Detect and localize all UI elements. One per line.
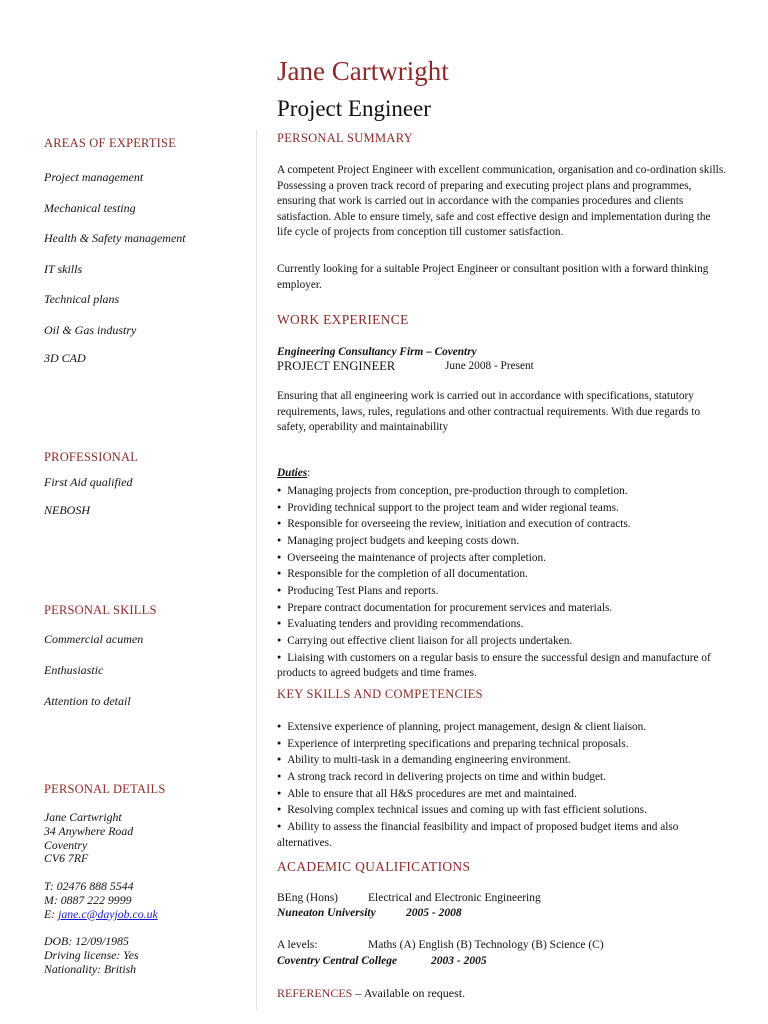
duty-item: ● Managing project budgets and keeping costs down. [277, 533, 727, 550]
qual-years: 2003 - 2005 [431, 955, 487, 967]
professional-item: NEBOSH [44, 503, 90, 517]
expertise-item: Project management [44, 170, 144, 184]
qual-level: BEng (Hons) [277, 892, 339, 904]
references-heading: REFERENCES [277, 986, 353, 1000]
expertise-item: Mechanical testing [44, 201, 136, 215]
key-skill-item: ● Ability to multi-task in a demanding engineering environment. [277, 752, 727, 769]
key-skill-item: ● Experience of interpreting specifications and preparing technical proposals. [277, 736, 727, 753]
contact-details [44, 880, 158, 921]
email-link[interactable]: jane.c@dayjob.co.uk [58, 906, 158, 921]
duties-list [277, 483, 727, 682]
detail-licence: Driving license: Yes [44, 947, 139, 962]
details-heading: PERSONAL DETAILS [44, 782, 166, 796]
key-skills-heading: KEY SKILLS AND COMPETENCIES [277, 687, 483, 701]
qual-institution: Coventry Central College [277, 955, 398, 967]
duty-item: ● Evaluating tenders and providing recommendations. [277, 616, 727, 633]
detail-address: 34 Anywhere Road [44, 823, 134, 838]
professional-heading: PROFESSIONAL [44, 450, 139, 464]
academic-heading: ACADEMIC QUALIFICATIONS [277, 859, 471, 874]
skill-item: Attention to detail [44, 694, 131, 708]
candidate-name: Jane Cartwright [277, 56, 449, 86]
summary-paragraph-2: Currently looking for a suitable Project Engineer or consultant position with a forward thinking employer. [277, 263, 709, 291]
duty-item: ● Managing projects from conception, pre-production through to completion. [277, 483, 727, 500]
skill-item: Commercial acumen [44, 632, 144, 646]
job-title: PROJECT ENGINEER [277, 359, 396, 373]
key-skill-item: ● Ability to assess the financial feasibility and impact of proposed budget items and also alternatives. [277, 819, 727, 851]
expertise-item: Technical plans [44, 292, 120, 306]
key-skill-item: ● Able to ensure that all H&S procedures are met and maintained. [277, 786, 727, 803]
qual-subject: Maths (A) English (B) Technology (B) Science (C) [368, 939, 604, 951]
duty-item: ● Responsible for the completion of all documentation. [277, 566, 727, 583]
duty-item: ● Producing Test Plans and reports. [277, 583, 727, 600]
summary-heading: PERSONAL SUMMARY [277, 131, 413, 145]
key-skill-item: ● Extensive experience of planning, project management, design & client liaison. [277, 719, 727, 736]
duty-item: ● Carrying out effective client liaison for all projects undertaken. [277, 633, 727, 650]
duty-item: ● Providing technical support to the project team and wider regional teams. [277, 500, 727, 517]
duties-label: Duties [277, 467, 308, 479]
expertise-item: IT skills [44, 262, 83, 276]
summary-paragraph: A competent Project Engineer with excellent communication, organisation and co-ordination skills. Possessing a proven track record of preparing and executing project plans and programmes, ensuring that work is carried out in accordance with the companies procedures and clients satisfaction. Able to ensure timely, safe and cost effective design and implementation during the life cycle of projects from conception till customer satisfaction. [277, 164, 727, 239]
other-details [44, 935, 139, 976]
expertise-item: Oil & Gas industry [44, 323, 137, 337]
skill-item: Enthusiastic [44, 663, 104, 677]
expertise-heading: AREAS OF EXPERTISE [44, 136, 177, 150]
detail-dob: DOB: 12/09/1985 [44, 934, 129, 948]
job-role: Project Engineer [277, 96, 431, 121]
expertise-item: 3D CAD [44, 351, 86, 365]
key-skills-list [277, 719, 727, 851]
duty-item: ● Responsible for overseeing the review, initiation and execution of contracts. [277, 516, 727, 533]
job-dates: June 2008 - Present [445, 360, 534, 372]
duties-label-row: Duties: [277, 467, 311, 479]
detail-nationality: Nationality: British [44, 961, 137, 976]
qual-years: 2005 - 2008 [406, 907, 462, 919]
email-label: E: [44, 906, 59, 921]
key-skill-item: ● Resolving complex technical issues and coming up with fast efficient solutions. [277, 802, 727, 819]
references-row [277, 986, 465, 1001]
qual-level: A levels: [277, 939, 318, 951]
detail-tel: T: 02476 888 5544 [44, 879, 134, 893]
column-divider [256, 130, 257, 1010]
detail-mobile: M: 0887 222 9999 [44, 892, 132, 907]
references-text: – Available on request. [352, 986, 466, 1000]
detail-name: Jane Cartwright [44, 810, 122, 824]
personal-details [44, 811, 133, 866]
duty-item: ● Liaising with customers on a regular basis to ensure the successful design and manufacture of products to agreed budgets and time frames. [277, 650, 727, 682]
detail-email-row [44, 908, 158, 922]
expertise-item: Health & Safety management [44, 231, 186, 245]
duty-item: ● Prepare contract documentation for procurement services and materials. [277, 600, 727, 617]
detail-postcode: CV6 7RF [44, 851, 89, 866]
experience-heading: WORK EXPERIENCE [277, 312, 409, 327]
professional-item: First Aid qualified [44, 475, 133, 489]
job-description: Ensuring that all engineering work is carried out in accordance with specifications, statutory requirements, laws, rules, regulations and other contractual requirements. With due regards to safety, operability and maintainability [277, 390, 701, 434]
detail-city: Coventry [44, 837, 88, 852]
qual-institution: Nuneaton University [277, 907, 376, 919]
qual-subject: Electrical and Electronic Engineering [368, 892, 541, 904]
job-firm: Engineering Consultancy Firm – Coventry [277, 346, 477, 358]
skills-heading: PERSONAL SKILLS [44, 603, 157, 617]
key-skill-item: ● A strong track record in delivering projects on time and within budget. [277, 769, 727, 786]
duty-item: ● Overseeing the maintenance of projects after completion. [277, 550, 727, 567]
